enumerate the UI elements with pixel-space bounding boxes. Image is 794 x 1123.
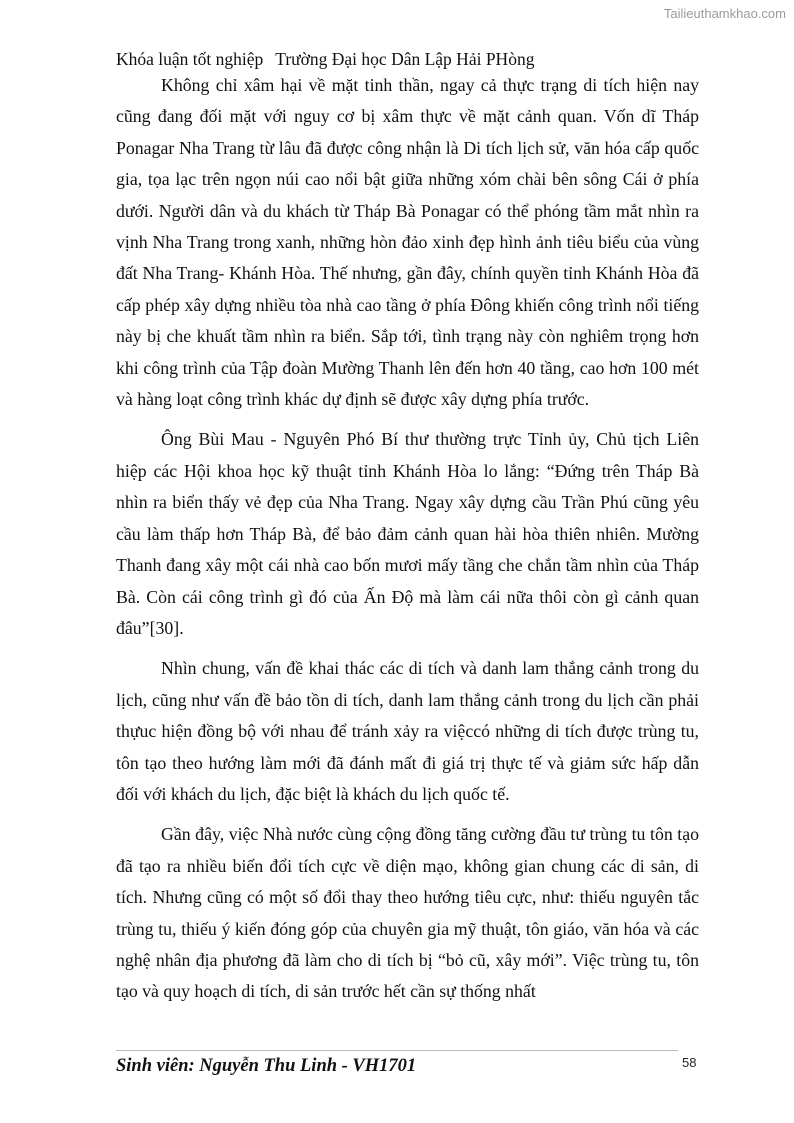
paragraph: Gần đây, việc Nhà nước cùng cộng đồng tăng cường đầu tư trùng tu tôn tạo đã tạo ra nhiều biến đổi tích cực về diện mạo, không gian chung các di sản, di tích. Nhưng cũng có một số đổi thay theo hướng tiêu cực, như: thiếu nguyên tắc trùng tu, thiếu ý kiến đóng góp của chuyên gia mỹ thuật, tôn giáo, văn hóa và các nghệ nhân địa phương đã làm cho di tích bị “bỏ cũ, xây mới”. Việc trùng tu, tôn tạo và quy hoạch di tích, di sản trước hết cần sự thống nhất bbox=[116, 824, 699, 1002]
footer-student-name: Sinh viên: Nguyễn Thu Linh - VH1701 bbox=[116, 1056, 417, 1076]
paragraph: Ông Bùi Mau - Nguyên Phó Bí thư thường trực Tỉnh ủy, Chủ tịch Liên hiệp các Hội khoa học kỹ thuật tỉnh Khánh Hòa lo lắng: “Đứng trên Tháp Bà nhìn ra biển thấy vẻ đẹp của Nha Trang. Ngay xây dựng cầu Trần Phú cũng yêu cầu làm thấp hơn Tháp Bà, để bảo đảm cảnh quan hài hòa thiên nhiên. Mường Thanh đang xây một cái nhà cao bốn mươi mấy tầng che chắn tầm nhìn của Tháp Bà. Còn cái công trình gì đó của Ấn Độ mà làm cái nữa thôi còn gì cảnh quan đâu”[30]. bbox=[116, 429, 699, 638]
header-thesis-label: Khóa luận tốt nghiệp bbox=[116, 49, 264, 69]
watermark: Tailieuthamkhao.com bbox=[663, 6, 786, 21]
header-university: Trường Đại học Dân Lập Hải PHòng bbox=[275, 49, 535, 69]
paragraph: Không chỉ xâm hại về mặt tinh thần, ngay cả thực trạng di tích hiện nay cũng đang đối mặt với nguy cơ bị xâm thực về mặt cảnh quan. Vốn dĩ Tháp Ponagar Nha Trang từ lâu đã được công nhận là Di tích lịch sử, văn hóa cấp quốc gia, tọa lạc trên ngọn núi cao nổi bật giữa những xóm chài bên sông Cái ở phía dưới. Người dân và du khách từ Tháp Bà Ponagar có thể phóng tầm mắt nhìn ra vịnh Nha Trang trong xanh, những hòn đảo xinh đẹp hình ảnh tiêu biểu của vùng đất Nha Trang- Khánh Hòa. Thế nhưng, gần đây, chính quyền tỉnh Khánh Hòa đã cấp phép xây dựng nhiều tòa nhà cao tầng ở phía Đông khiến công trình nổi tiếng này bị che khuất tầm nhìn ra biển. Sắp tới, tình trạng này còn nghiêm trọng hơn khi công trình của Tập đoàn Mường Thanh lên đến hơn 40 tầng, cao hơn 100 mét và hàng loạt công trình khác dự định sẽ được xây dựng phía trước. bbox=[116, 75, 699, 410]
paragraph: Nhìn chung, vấn đề khai thác các di tích và danh lam thắng cảnh trong du lịch, cũng như vấn đề bảo tồn di tích, danh lam thắng cảnh trong du lịch cần phải thựuc hiện đồng bộ với nhau để tránh xảy ra việccó những di tích được trùng tu, tôn tạo theo hướng làm mới đã đánh mất đi giá trị thực tế và giảm sức hấp dẫn đối với khách du lịch, đặc biệt là khách du lịch quốc tế. bbox=[116, 658, 699, 804]
page-number: 58 bbox=[682, 1055, 697, 1070]
body-text bbox=[116, 70, 699, 1017]
footer-divider bbox=[116, 1050, 678, 1051]
page-header bbox=[116, 49, 534, 70]
